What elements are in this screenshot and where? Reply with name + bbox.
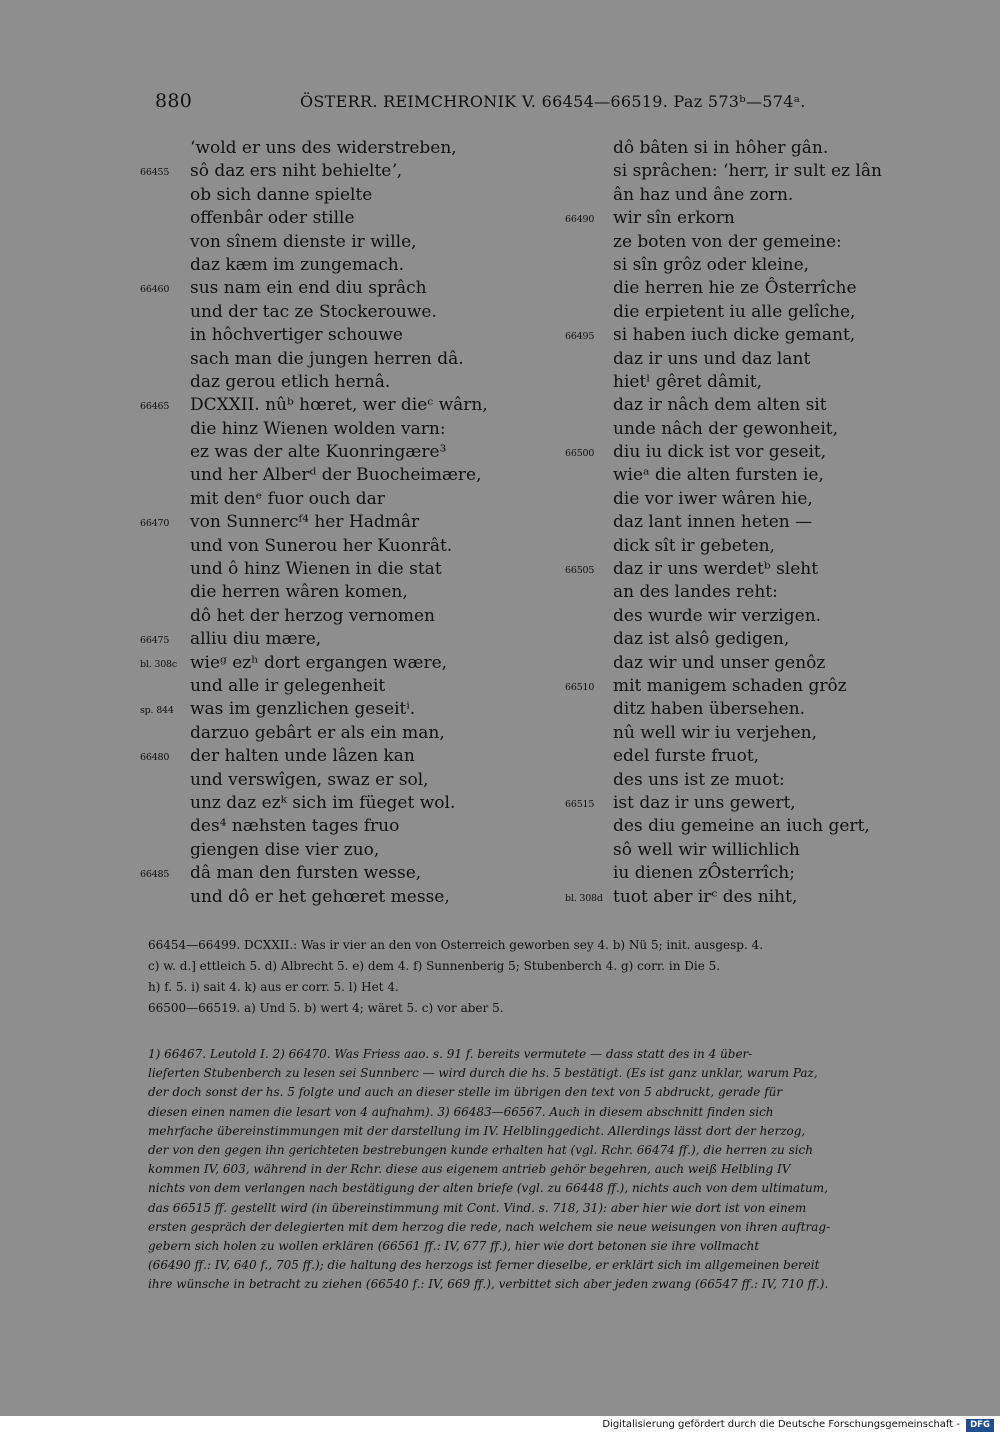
verse-line <box>565 464 925 487</box>
verse-text: si sprâchen: ʻherr, ir sult ez lân <box>613 161 882 182</box>
verse-line <box>565 886 925 909</box>
verse-text: ditz haben übersehen. <box>613 699 806 720</box>
footnote-line: lieferten Stubenberch zu lesen sei Sunnberc — wird durch die hs. 5 bestätigt. (Es ist ganz unklar, warum Paz, <box>148 1066 818 1081</box>
verse-text: des⁴ næhsten tages fruo <box>190 816 400 837</box>
verse-line <box>565 184 925 207</box>
verse-number: 66470 <box>140 518 170 530</box>
verse-number: 66460 <box>140 284 170 296</box>
verse-number: 66515 <box>565 798 595 810</box>
verse-line <box>140 675 540 698</box>
verse-text: von Sunnercᶠ⁴ her Hadmâr <box>190 512 420 533</box>
verse-line <box>565 231 925 254</box>
verse-text: die erpietent iu alle gelîche, <box>613 301 856 322</box>
verse-line <box>565 535 925 558</box>
verse-text: ez was der alte Kuonringære³ <box>190 442 447 463</box>
verse-text: offenbâr oder stille <box>190 208 355 229</box>
critical-apparatus <box>148 935 968 1019</box>
verse-line <box>140 371 540 394</box>
verse-text: mit manigem schaden grôz <box>613 675 847 696</box>
apparatus-line: 66454—66499. DCXXII.: Was ir vier an den von Osterreich geworben sey 4. b) Nü 5; init. ausgesp. 4. <box>148 938 764 952</box>
verse-line <box>565 418 925 441</box>
verse-text: ist daz ir uns gewert, <box>613 792 796 813</box>
verse-line <box>565 207 925 230</box>
verse-text: ʻwold er uns des widerstreben, <box>190 138 457 158</box>
verse-line <box>140 792 540 815</box>
verse-text: daz ir uns werdetᵇ sleht <box>613 559 819 580</box>
verse-number: 66495 <box>565 331 595 343</box>
verse-line <box>140 605 540 628</box>
verse-line <box>565 605 925 628</box>
verse-line <box>140 652 540 675</box>
verse-line <box>140 464 540 487</box>
verse-line <box>140 558 540 581</box>
verse-line <box>140 839 540 862</box>
verse-line <box>565 254 925 277</box>
verse-line <box>140 441 540 464</box>
verse-text: daz lant innen heten — <box>613 512 813 533</box>
dfg-logo: DFG <box>966 1419 994 1432</box>
verse-text: und dô er het gehœret messe, <box>190 886 450 907</box>
footnote-line: mehrfache übereinstimmungen mit der darstellung im IV. Helblinggedicht. Allerdings lässt dort der herzog, <box>148 1123 806 1138</box>
verse-text: und alle ir gelegenheit <box>190 675 386 696</box>
verse-line <box>140 418 540 441</box>
verse-line <box>565 792 925 815</box>
verse-line <box>565 277 925 300</box>
verse-number: 66505 <box>565 565 595 577</box>
verse-text: dô bâten si in hôher gân. <box>613 138 829 158</box>
verse-line <box>565 160 925 183</box>
verse-number: 66455 <box>140 167 170 179</box>
verse-line <box>140 160 540 183</box>
footnote-line: der doch sonst der hs. 5 folgte und auch an dieser stelle im übrigen den text von 5 abdruckt, gerade für <box>148 1085 783 1100</box>
footnotes <box>148 1045 963 1295</box>
verse-line <box>565 488 925 511</box>
verse-line <box>565 652 925 675</box>
footnote-line: das 66515 ff. gestellt wird (in übereinstimmung mit Cont. Vind. s. 718, 31): aber hier wie dort ist von einem <box>148 1200 807 1215</box>
verse-number: 66465 <box>140 401 170 413</box>
verse-number: 66480 <box>140 752 170 764</box>
verse-line <box>565 722 925 745</box>
verse-number: sp. 844 <box>140 705 174 717</box>
verse-line <box>565 815 925 838</box>
verse-text: daz ir nâch dem alten sit <box>613 395 827 416</box>
verse-number: bl. 308c <box>140 658 178 670</box>
verse-text: alliu diu mære, <box>190 629 322 650</box>
digitization-footer <box>0 1416 1000 1437</box>
verse-line <box>140 184 540 207</box>
footnote-line: gebern sich holen zu wollen erklären (66561 ff.: IV, 677 ff.), hier wie dort betonen sie ihre vollmacht <box>148 1239 760 1254</box>
verse-text: des diu gemeine an iuch gert, <box>613 816 870 837</box>
running-title: ÖSTERR. REIMCHRONIK V. 66454—66519. Paz 573ᵇ—574ᵃ. <box>300 92 806 111</box>
verse-number: 66485 <box>140 869 170 881</box>
verse-line <box>565 441 925 464</box>
verse-text: des uns ist ze muot: <box>613 769 785 790</box>
verse-text: des wurde wir verzigen. <box>613 605 822 626</box>
verse-line <box>565 698 925 721</box>
verse-text: nû well wir iu verjehen, <box>613 722 817 743</box>
verse-text: tuot aber irᶜ des niht, <box>613 886 798 907</box>
verse-text: der halten unde lâzen kan <box>190 746 415 767</box>
running-header <box>155 90 845 116</box>
verse-line <box>140 886 540 909</box>
verse-line <box>565 324 925 347</box>
verse-text: edel furste fruot, <box>613 746 760 767</box>
verse-text: daz ir uns und daz lant <box>613 348 811 369</box>
footnote-line: 1) 66467. Leutold I. 2) 66470. Was Friess aao. s. 91 f. bereits vermutete — dass statt des in 4 über- <box>148 1047 753 1061</box>
verse-line <box>140 769 540 792</box>
verse-text: an des landes reht: <box>613 582 778 603</box>
verse-line <box>140 745 540 768</box>
footnote-line: ersten gespräch der delegierten mit dem herzog die rede, nach welchem sie neue weisungen von ihren auftrag- <box>148 1219 831 1234</box>
verse-line <box>140 324 540 347</box>
verse-number: 66500 <box>565 448 595 460</box>
verse-line <box>140 277 540 300</box>
verse-text: wieᵃ die alten fursten ie, <box>613 465 824 486</box>
verse-text: unde nâch der gewonheit, <box>613 418 839 439</box>
verse-text: dô het der herzog vernomen <box>190 605 435 626</box>
verse-text: sô well wir willichlich <box>613 839 800 860</box>
verse-text: unz daz ezᵏ sich im füeget wol. <box>190 792 456 813</box>
verse-text: daz ist alsô gedigen, <box>613 629 790 650</box>
verse-line <box>565 137 925 160</box>
verse-text: die herren wâren komen, <box>190 582 408 603</box>
verse-text: wir sîn erkorn <box>613 208 735 229</box>
verse-text: iu dienen zÔsterrîch; <box>613 863 795 884</box>
footnote-line: (66490 ff.: IV, 640 f., 705 ff.); die haltung des herzogs ist ferner dieselbe, er erklärt sich im allgemeinen bereit <box>148 1258 820 1273</box>
verse-text: DCXXII. nûᵇ hœret, wer dieᶜ wârn, <box>190 395 488 416</box>
footnote-line: diesen einen namen die lesart von 4 aufnahm). 3) 66483—66567. Auch in diesem abschnitt finden sich <box>148 1104 774 1119</box>
apparatus-line: 66500—66519. a) Und 5. b) wert 4; wäret 5. c) vor aber 5. <box>148 1001 504 1015</box>
verse-text: darzuo gebârt er als ein man, <box>190 722 445 743</box>
verse-text: in hôchvertiger schouwe <box>190 325 403 346</box>
verse-line <box>565 862 925 885</box>
footnote-line: der von den gegen ihn gerichteten bestrebungen kunde erhalten hat (vgl. Rchr. 66474 ff.), die herren zu sich <box>148 1143 814 1158</box>
verse-line <box>565 745 925 768</box>
verse-number: 66510 <box>565 681 595 693</box>
verse-line <box>140 628 540 651</box>
verse-line <box>565 394 925 417</box>
verse-line <box>140 535 540 558</box>
verse-text: si haben iuch dicke gemant, <box>613 325 856 346</box>
verse-line <box>140 581 540 604</box>
footnote-line: ihre wünsche in betracht zu ziehen (66540 f.: IV, 669 ff.), verbittet sich aber jeden zwang (66547 ff.: IV, 710 ff.). <box>148 1277 829 1292</box>
verse-line <box>140 207 540 230</box>
verse-text: diu iu dick ist vor geseit, <box>613 442 827 463</box>
verse-line <box>140 511 540 534</box>
verse-line <box>565 348 925 371</box>
verse-line <box>140 815 540 838</box>
verse-line <box>140 698 540 721</box>
verse-line <box>140 301 540 324</box>
verse-text: und ô hinz Wienen in die stat <box>190 559 442 580</box>
verse-text: daz kæm im zungemach. <box>190 254 405 275</box>
verse-text: mit denᵉ fuor ouch dar <box>190 488 385 509</box>
verse-text: dâ man den fursten wesse, <box>190 863 422 884</box>
verse-line <box>565 371 925 394</box>
verse-line <box>140 231 540 254</box>
verse-line <box>565 839 925 862</box>
verse-line <box>140 722 540 745</box>
verse-line <box>140 254 540 277</box>
verse-text: und der tac ze Stockerouwe. <box>190 301 437 322</box>
verse-text: hietˡ gêret dâmit, <box>613 371 762 392</box>
verse-text: ân haz und âne zorn. <box>613 184 794 205</box>
apparatus-line: h) f. 5. i) sait 4. k) aus er corr. 5. l) Het 4. <box>148 980 399 994</box>
verse-line <box>140 348 540 371</box>
verse-line <box>565 769 925 792</box>
verse-line <box>565 301 925 324</box>
verse-text: die hinz Wienen wolden varn: <box>190 418 446 439</box>
verse-text: und verswîgen, swaz er sol, <box>190 769 429 790</box>
funding-credit: Digitalisierung gefördert durch die Deutsche Forschungsgemeinschaft - <box>602 1419 960 1430</box>
footnote-line: nichts von dem verlangen nach bestätigung der alten briefe (vgl. zu 66448 ff.), nichts auch von dem ultimatum, <box>148 1181 828 1196</box>
verse-line <box>140 394 540 417</box>
verse-number: bl. 308d <box>565 892 603 904</box>
verse-number: 66490 <box>565 214 595 226</box>
verse-line <box>565 511 925 534</box>
footnote-line: kommen IV, 603, während in der Rchr. diese aus eigenem antrieb gehör begehren, auch weiß Helbling IV <box>148 1162 791 1177</box>
verse-text: von sînem dienste ir wille, <box>190 231 417 252</box>
verse-text: sus nam ein end diu sprâch <box>190 278 427 299</box>
verse-line <box>140 862 540 885</box>
verse-text: sô daz ers niht behielteʼ, <box>190 161 403 182</box>
verse-column-right <box>565 137 925 909</box>
verse-column-left <box>140 137 540 909</box>
apparatus-line: c) w. d.] ettleich 5. d) Albrecht 5. e) dem 4. f) Sunnenberig 5; Stubenberch 4. g) corr. in Die 5. <box>148 959 721 973</box>
verse-text: giengen dise vier zuo, <box>190 839 380 860</box>
verse-text: daz wir und unser genôz <box>613 652 826 673</box>
verse-line <box>140 488 540 511</box>
verse-line <box>565 558 925 581</box>
verse-line <box>565 581 925 604</box>
page-number: 880 <box>155 90 193 112</box>
verse-text: und her Alberᵈ der Buocheimære, <box>190 465 482 486</box>
verse-line <box>140 137 540 160</box>
verse-line <box>565 628 925 651</box>
verse-text: die vor iwer wâren hie, <box>613 488 813 509</box>
verse-text: die herren hie ze Ôsterrîche <box>613 278 857 299</box>
verse-text: was im genzlichen geseitⁱ. <box>190 699 416 720</box>
verse-line <box>565 675 925 698</box>
verse-text: si sîn grôz oder kleine, <box>613 254 810 275</box>
verse-text: ob sich danne spielte <box>190 184 373 205</box>
verse-text: dick sît ir gebeten, <box>613 535 776 556</box>
verse-number: 66475 <box>140 635 170 647</box>
verse-text: sach man die jungen herren dâ. <box>190 348 464 369</box>
verse-text: und von Sunerou her Kuonrât. <box>190 535 453 556</box>
verse-text: wieᵍ ezʰ dort ergangen wære, <box>190 652 448 673</box>
verse-text: ze boten von der gemeine: <box>613 231 842 252</box>
verse-text: daz gerou etlich hernâ. <box>190 371 391 392</box>
